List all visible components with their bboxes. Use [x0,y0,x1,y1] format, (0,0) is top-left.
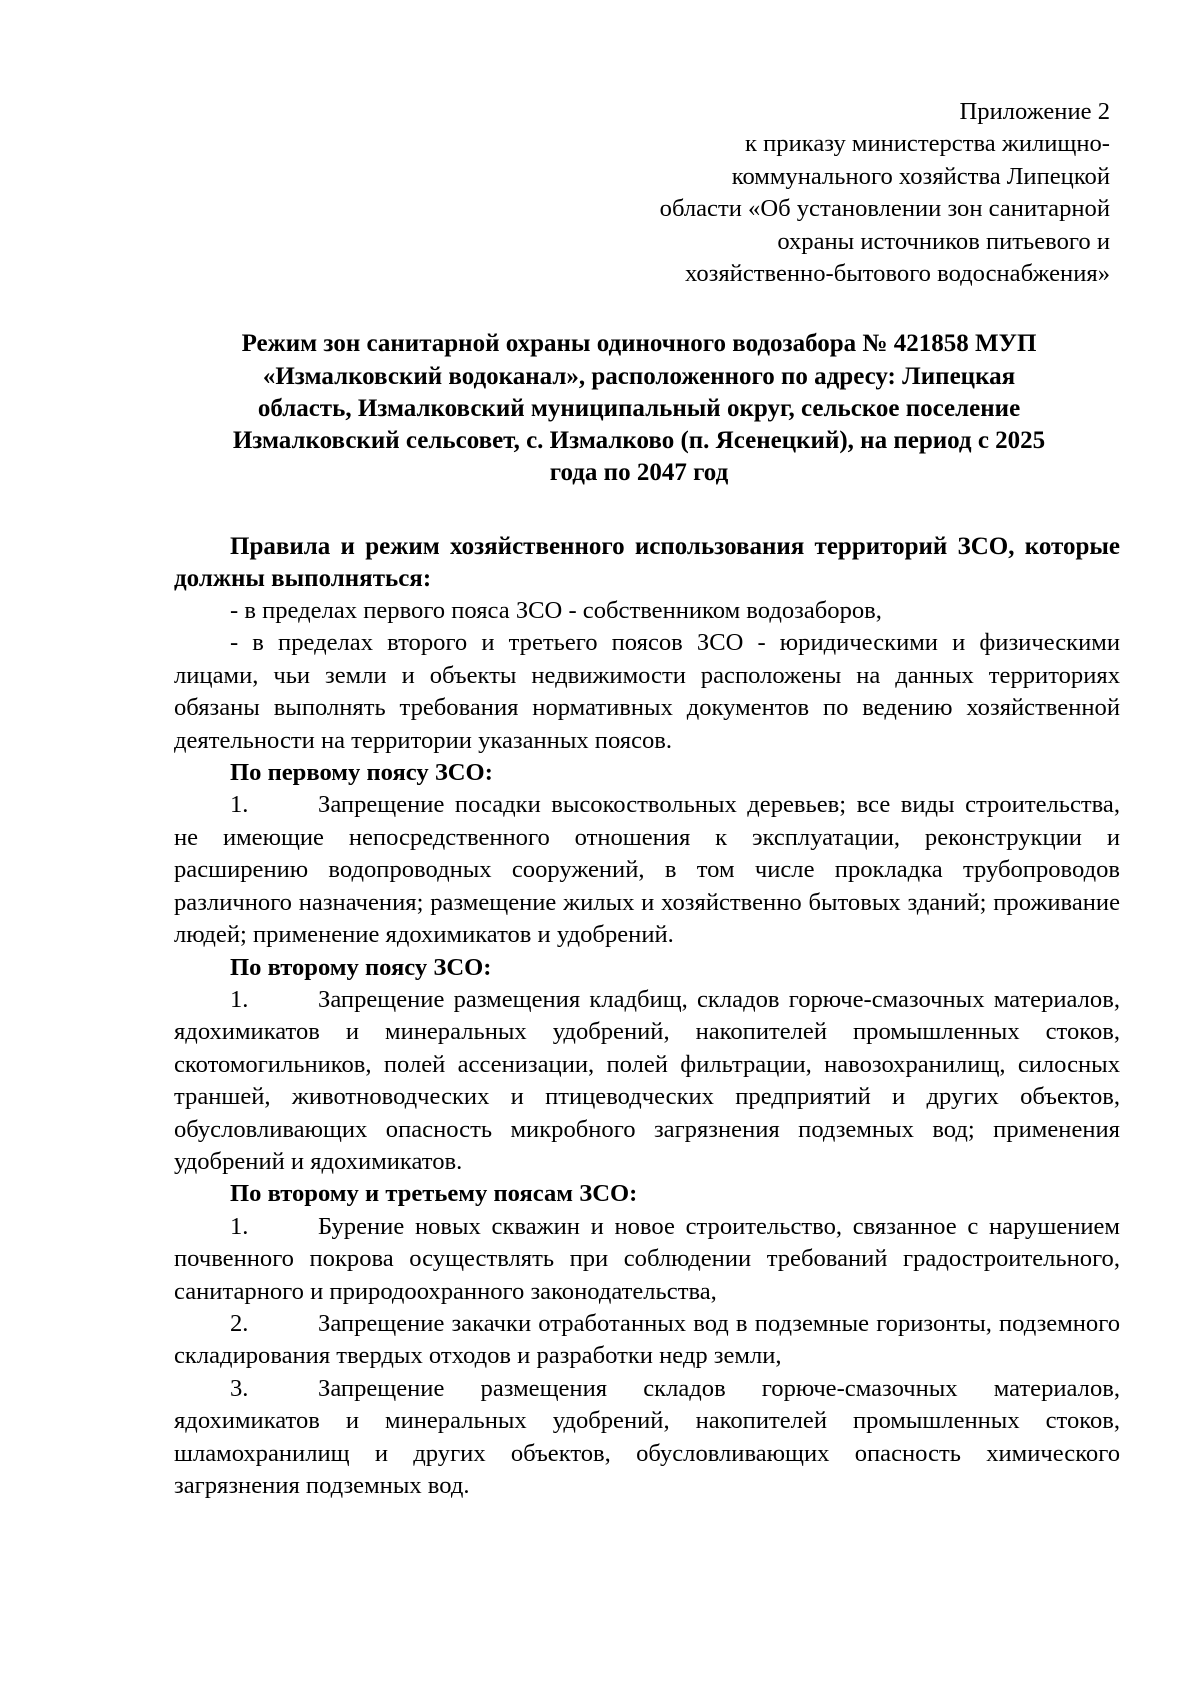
list-item [174,789,1120,951]
annex-line: коммунального хозяйства Липецкой [731,162,1110,190]
title-line: Режим зон санитарной охраны одиночного водозабора № 421858 МУП [241,330,1037,358]
belt1-heading: По первому поясу ЗСО: [230,759,493,787]
item-number: 1. [230,1212,249,1240]
list-item [174,1373,1120,1503]
annex-block [166,96,1110,290]
annex-line: Приложение 2 [959,98,1110,125]
list-item [174,1308,1120,1373]
title-line: область, Измалковский муниципальный округ, сельское поселение [257,394,1021,422]
item-number: 1. [230,791,249,819]
item-number: 1. [230,985,249,1013]
item-text: Запрещение размещения кладбищ, складов горюче-смазочных материалов, ядохимикатов и минеральных удобрений, накопителей промышленных стоков, скотомогильников, полей ассенизации, полей фильтрации, навозохранилищ, силосных траншей, животноводческих и птицеводческих предприятий и других объектов, обусловливающих опасность микробного загрязнения подземных вод; применения удобрений и ядохимикатов. [174,985,1120,1175]
title-line: года по 2047 год [549,459,729,487]
title-line: «Измалковский водоканал», расположенного по адресу: Липецкая [262,362,1016,390]
item-text: Запрещение закачки отработанных вод в подземные горизонты, подземного складирования твердых отходов и разработки недр земли, [174,1309,1120,1370]
item-text: Запрещение посадки высокоствольных деревьев; все виды строительства, не имеющие непосредственного отношения к эксплуатации, реконструкции и расширению водопроводных сооружений, в том числе прокладка трубопроводов различного назначения; размещение жилых и хозяйственно бытовых зданий; проживание людей; применение ядохимикатов и удобрений. [174,791,1120,949]
belt2-heading: По второму поясу ЗСО: [230,953,492,981]
list-item [174,1211,1120,1308]
document-title [158,328,1120,489]
item-text: Бурение новых скважин и новое строительство, связанное с нарушением почвенного покрова осуществлять при соблюдении требований градостроительного, санитарного и природоохранного законодательства, [174,1212,1120,1305]
item-text: Запрещение размещения складов горюче-смазочных материалов, ядохимикатов и минеральных удобрений, накопителей промышленных стоков, шламохранилищ и других объектов, обусловливающих опасность химического загрязнения подземных вод. [174,1374,1120,1500]
annex-line: охраны источников питьевого и [777,227,1110,255]
intro-paragraph: - в пределах второго и третьего поясов ЗСО - юридическими и физическими лицами, чьи земли и объекты недвижимости расположены на данных территориях обязаны выполнять требования нормативных документов по ведению хозяйственной деятельности на территории указанных поясов. [174,629,1120,754]
list-item [174,984,1120,1178]
annex-line: к приказу министерства жилищно- [745,130,1110,158]
rules-heading: Правила и режим хозяйственного использования территорий ЗСО, которые должны выполняться: [174,533,1120,593]
item-number: 2. [230,1309,249,1337]
annex-line: хозяйственно-бытового водоснабжения» [685,260,1110,288]
belt23-heading: По второму и третьему поясам ЗСО: [230,1180,638,1208]
item-number: 3. [230,1374,249,1402]
intro-paragraph: - в пределах первого пояса ЗСО - собственником водозаборов, [230,597,882,625]
title-line: Измалковский сельсовет, с. Измалково (п. Ясенецкий), на период с 2025 [232,427,1046,455]
annex-line: области «Об установлении зон санитарной [659,195,1110,223]
